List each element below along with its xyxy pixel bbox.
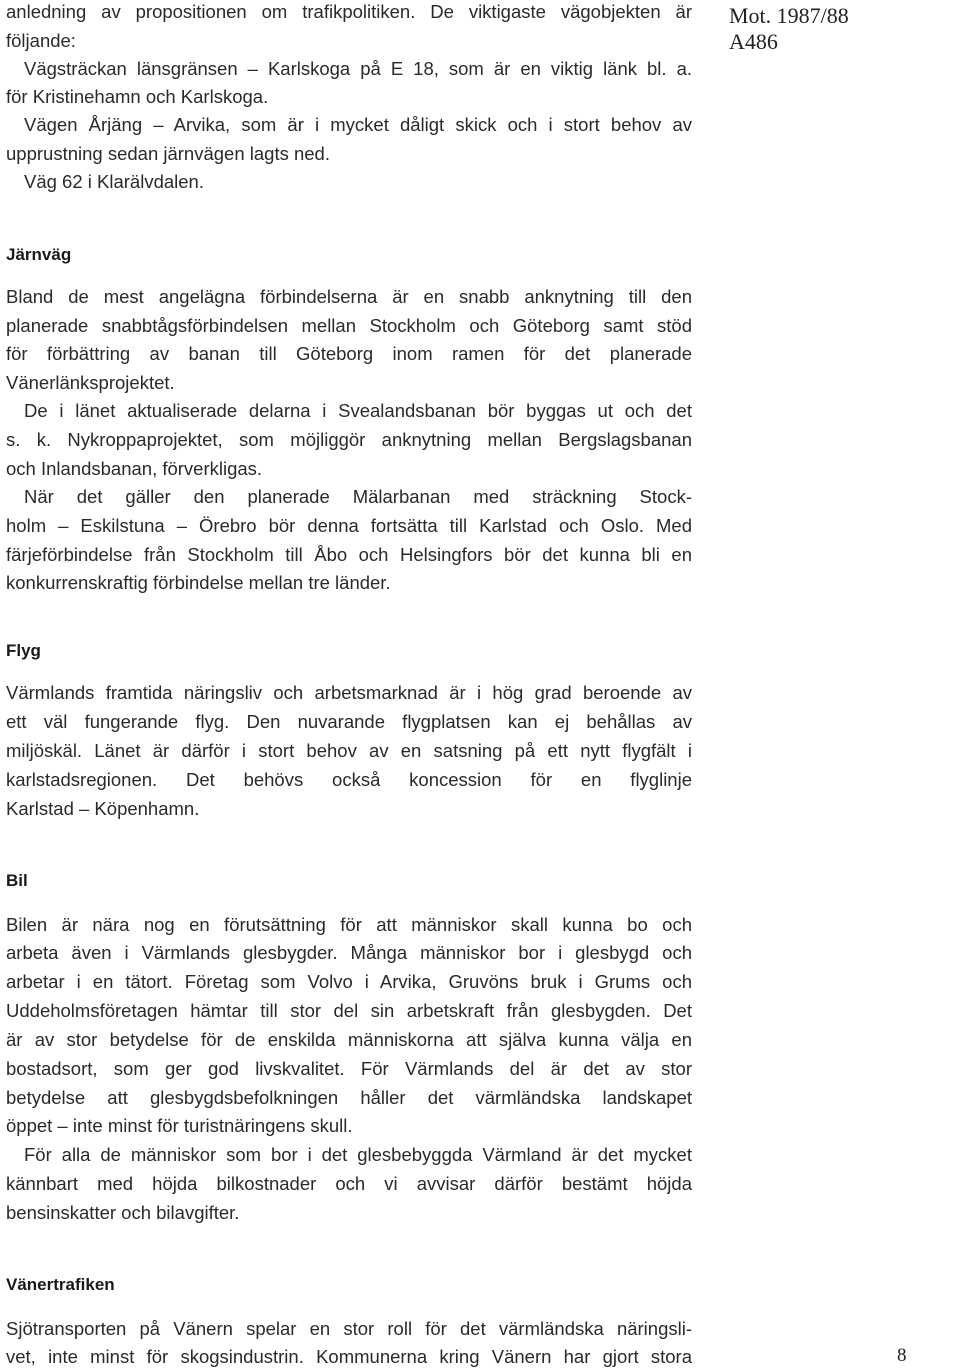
jarnvag-line: för förbättring av banan till Göteborg inom ramen för det planerade (6, 343, 692, 364)
flyg-line: karlstadsregionen. Det behövs också koncession för en flyglinje (6, 769, 692, 790)
bil-line: Uddeholmsföretagen hämtar till stor del sin arbetskraft från glesbygden. Det (6, 1000, 692, 1021)
flyg-line: Värmlands framtida näringsliv och arbetsmarknad är i hög grad beroende av (6, 682, 692, 703)
jarnvag-line: och Inlandsbanan, förverkligas. (6, 458, 263, 479)
bil-line: öppet – inte minst för turistnäringens skull. (6, 1115, 353, 1136)
jarnvag-line: holm – Eskilstuna – Örebro bör denna fortsätta till Karlstad och Oslo. Med (6, 515, 692, 536)
bil-line: arbetar i en tätort. Företag som Volvo i Arvika, Gruvöns bruk i Grums och (6, 971, 692, 992)
section-heading-vanertrafiken: Vänertrafiken (6, 1275, 115, 1294)
section-heading-bil: Bil (6, 871, 28, 890)
bil-line: bostadsort, som ger god livskvalitet. För Värmlands del är det av stor (6, 1058, 692, 1079)
flyg-line: ett väl fungerande flyg. Den nuvarande flygplatsen kan ej behållas av (6, 711, 692, 732)
bil-line: kännbart med höjda bilkostnader och vi avvisar därför bestämt höjda (6, 1173, 692, 1194)
page-number: 8 (897, 1345, 907, 1366)
vanertrafiken-line: Sjötransporten på Vänern spelar en stor roll för det värmländska näringsli- (6, 1318, 692, 1339)
bil-line: är av stor betydelse för de enskilda människorna att själva kunna välja en (6, 1029, 692, 1050)
jarnvag-line: De i länet aktualiserade delarna i Svealandsbanan bör byggas ut och det (24, 400, 692, 421)
intro-line: Vägen Årjäng – Arvika, som är i mycket dåligt skick och i stort behov av (24, 114, 692, 135)
intro-line: för Kristinehamn och Karlskoga. (6, 86, 269, 107)
flyg-line: Karlstad – Köpenhamn. (6, 798, 200, 819)
jarnvag-line: färjeförbindelse från Stockholm till Åbo och Helsingfors bör det kunna bli en (6, 544, 692, 565)
motion-reference: Mot. 1987/88 (729, 3, 849, 28)
bil-line: arbeta även i Värmlands glesbygder. Många människor bor i glesbygd och (6, 942, 692, 963)
section-heading-flyg: Flyg (6, 641, 41, 660)
bil-line: bensinskatter och bilavgifter. (6, 1202, 240, 1223)
motion-code: A486 (729, 29, 778, 54)
vanertrafiken-line: vet, inte minst för skogsindustrin. Kommunerna kring Vänern har gjort stora (6, 1346, 692, 1367)
section-heading-jarnvag: Järnväg (6, 245, 72, 264)
intro-line: Vägsträckan länsgränsen – Karlskoga på E 18, som är en viktig länk bl. a. (24, 58, 692, 79)
jarnvag-line: Bland de mest angelägna förbindelserna är en snabb anknytning till den (6, 286, 692, 307)
intro-line: upprustning sedan järnvägen lagts ned. (6, 143, 330, 164)
jarnvag-line: När det gäller den planerade Mälarbanan med sträckning Stock- (24, 486, 692, 507)
jarnvag-line: planerade snabbtågsförbindelsen mellan Stockholm och Göteborg samt stöd (6, 315, 692, 336)
jarnvag-line: konkurrenskraftig förbindelse mellan tre länder. (6, 572, 391, 593)
bil-line: betydelse att glesbygdsbefolkningen håller det värmländska landskapet (6, 1087, 692, 1108)
bil-line: För alla de människor som bor i det glesbebyggda Värmland är det mycket (24, 1144, 692, 1165)
intro-line: Väg 62 i Klarälvdalen. (24, 171, 204, 192)
jarnvag-line: Vänerlänksprojektet. (6, 372, 175, 393)
intro-line: anledning av propositionen om trafikpolitiken. De viktigaste vägobjekten är (6, 1, 692, 22)
bil-line: Bilen är nära nog en förutsättning för att människor skall kunna bo och (6, 914, 692, 935)
intro-line: följande: (6, 30, 76, 51)
flyg-line: miljöskäl. Länet är därför i stort behov av en satsning på ett nytt flygfält i (6, 740, 692, 761)
jarnvag-line: s. k. Nykroppaprojektet, som möjliggör anknytning mellan Bergslagsbanan (6, 429, 692, 450)
